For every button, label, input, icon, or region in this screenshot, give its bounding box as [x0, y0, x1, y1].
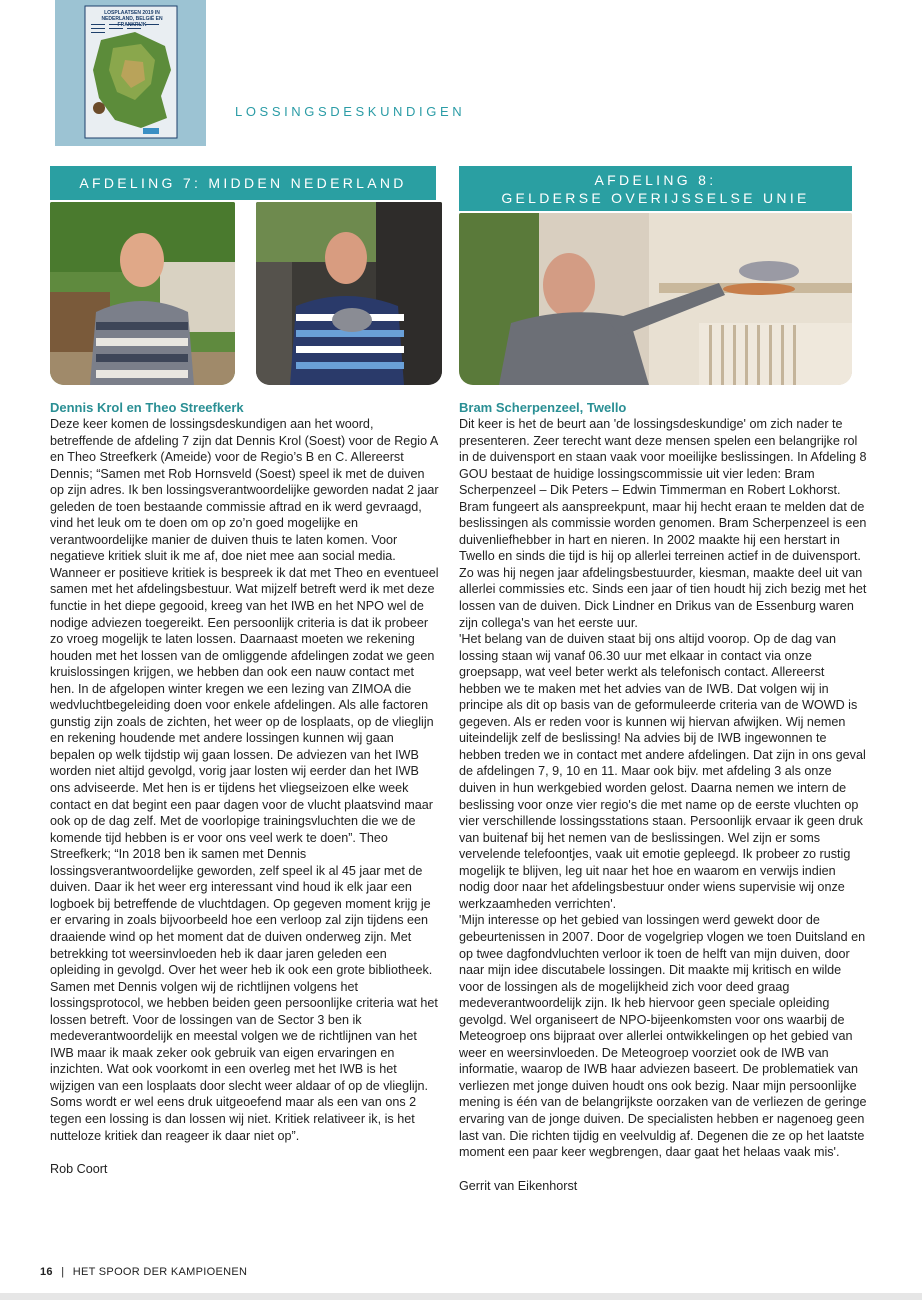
article-afdeling-7 — [50, 399, 440, 1178]
map-title: LOSPLAATSEN 2019 IN NEDERLAND, BELGIË EN FRANKRIJK — [101, 10, 163, 28]
banner-afdeling-7-text: AFDELING 7: MIDDEN NEDERLAND — [79, 175, 407, 191]
article-afdeling-8-author: Gerrit van Eikenhorst — [459, 1178, 578, 1193]
section-kicker: LOSSINGSDESKUNDIGEN — [235, 104, 466, 119]
photo-dennis-krol — [50, 202, 235, 385]
page-number: 16 — [40, 1266, 53, 1278]
banner-afdeling-7 — [50, 166, 436, 200]
page-footer — [40, 1266, 247, 1278]
article-afdeling-8-heading: Bram Scherpenzeel, Twello — [459, 400, 627, 415]
article-afdeling-8-paragraph: 'Het belang van de duiven staat bij ons altijd voorop. Op de dag van lossing staan wij vanaf 06.30 uur met elkaar in contact via onze groepsapp, wat veel beter werkt als telefonisch contact. Allereerst hebben we te maken met het advies van de IWB. Dat volgen wij in principe als dit op basis van de geformuleerde criteria van de WOWD is gegeven. Als er reden voor is kunnen wij hiervan afwijken. Wij nemen uiteindelijk zelf de beslissing! Na advies bij de IWB ingewonnen te hebben treden we in contact met andere afdelingen. Dat zijn in ons geval de afdelingen 7, 9, 10 en 11. Maar ook bijv. met afdeling 3 als onze duiven in hun werkgebied worden gelost. Daarna nemen we intern de beslissing voor onze vier regio's die met name op de eerste vluchten op vier verschillende lossingsstations staan. Persoonlijk ervaar ik geen druk van buitenaf bij het nemen van de beslissingen. Wel zijn er soms vervelende telefoontjes, vaak uit emotie gepleegd. Ik probeer zo rustig mogelijk te blijven, leg uit naar het hoe en waarom en verwijs indien nodig door naar het afdelingsbestuur onder wiens supervisie wij onze werkzaamheden verrichten'. — [459, 632, 866, 911]
article-afdeling-8-paragraph: 'Mijn interesse op het gebied van lossingen werd gewekt door de gebeurtenissen in 2007. Door de vogelgriep vlogen we toen Duitsland en op twee dagfondvluchten verloor ik toen de helft van mijn duiven, door naar mijn idee discutabele lossingen. Dit maakte mij kritisch en wilde voor de lossingen als de mogelijkheid zich voor deed graag medeverantwoordelijk zijn. Ik heb hiervoor geen speciale opleiding gevolgd. Wel organiseert de NPO-bijeenkomsten voor ons waarbij de Meteogroep ons bijpraat over allerlei ontwikkelingen op het gebied van weer en weersinvloeden. De Meteogroep voorziet ook de IWB van informatie, waarop de IWB haar adviezen baseert. De problematiek van verliezen met jonge duiven houdt ons ook bezig. Naar mijn persoonlijke mening is één van de belangrijkste oorzaken van de verliezen de geringe ervaring van de jonge duiven. De specialisten hebben er nagenoeg geen last van. Die richten tijdig en veelvuldig af. Degenen die ze op het laatste moment een paar keer wegbrengen, daar gaat het helaas vaak mis'. — [459, 913, 867, 1160]
photo-theo-streefkerk — [256, 202, 442, 385]
bottom-bar — [0, 1293, 922, 1300]
article-afdeling-8-paragraph: Dit keer is het de beurt aan 'de lossingsdeskundige' om zich nader te presenteren. Zeer terecht want deze mensen spelen een belangrijke rol in de duivensport en staan vaak voor moeilijke beslissingen. In Afdeling 8 GOU bestaat de huidige lossingscommissie uit vier leden: Bram Scherpenzeel – Dik Peters – Edwin Timmerman en Robert Lokhorst. Bram fungeert als aanspreekpunt, maar hij hecht eraan te melden dat de beslissingen als commissie worden genomen. Bram Scherpenzeel is een duivenliefhebber in hart en nieren. In 2002 maakte hij een herstart in Twello en sinds die tijd is hij op allerlei terreinen actief in de duivensport. Zo was hij negen jaar afdelingsbestuurder, kiesman, maakte deel uit van allerlei commissies etc. Sinds een jaar of tien houdt hij zich bezig met het lossen van de duiven. Dick Lindner en Drikus van de Essenburg waren zijn collega's van het eerste uur. — [459, 417, 867, 630]
footer-separator: | — [61, 1266, 65, 1278]
article-afdeling-7-heading: Dennis Krol en Theo Streefkerk — [50, 400, 244, 415]
map-thumbnail — [55, 0, 206, 146]
banner-afdeling-8-line2: GELDERSE OVERIJSSELSE UNIE — [501, 190, 810, 206]
banner-afdeling-8-line1: AFDELING 8: — [594, 172, 717, 188]
magazine-name: HET SPOOR DER KAMPIOENEN — [72, 1266, 248, 1278]
article-afdeling-7-author: Rob Coort — [50, 1162, 108, 1177]
article-afdeling-8 — [459, 399, 869, 1194]
article-afdeling-7-body: Deze keer komen de lossingsdeskundigen aan het woord, betreffende de afdeling 7 zijn dat Dennis Krol (Soest) voor de Regio A en Theo Streefkerk (Ameide) voor de Regio’s B en C. Allereerst Dennis; “Samen met Rob Hornsveld (Soest) speel ik met de duiven op zijn adres. Ik ben lossingsverantwoordelijke geworden nadat 2 jaar geleden de toen bestaande commissie aftrad en ik werd gevraagd, vind het leuk om te doen om op zo’n goed mogelijke en verantwoordelijke manier de duiven thuis te laten komen. Voor negatieve kritiek sluit ik me af, doe niet mee aan social media. Wanneer er positieve kritiek is bespreek ik dat met Theo en eventueel samen met het afdelingsbestuur. Wat mijzelf betreft werd ik met deze functie in het diepe gegooid, kreeg van het IWB en het NPO wel de nodige adviezen toegereikt. Een persoonlijk criteria is dat ik probeer zo vroeg mogelijk te laten lossen. Daarnaast moeten we rekening houden met het lossen van de omliggende afdelingen zodat we geen kruislossingen krijgen, we hebben dan ook een nauw contact met hen. In de afgelopen winter kregen we een lezing van ZIMOA die wedvluchtbegeleiding doen voor enkele afdelingen. Als alle factoren gunstig zijn zoals de zichten, het weer op de losplaats, op de vlieglijn en rekening houdende met andere lossingen kunnen wij gaan bepalen op welk tijdstip wij gaan lossen. De adviezen van het IWB worden niet altijd gevolgd, vorig jaar losten wij eerder dan het IWB ons adviseerde. Met hen is er tijdens het vliegseizoen elke week contact en dat begint een paar dagen voor de vlucht plaatsvind maar ook op de dag zelf. Met de voorlopige trainingsvluchten die we de komende tijd hebben is er voor ons veel werk te doen”. Theo Streefkerk; “In 2018 ben ik samen met Dennis lossingsverantwoordelijke geworden, zelf speel ik al 45 jaar met de duiven. Daar ik het weer erg interessant vind houd ik elk jaar een logboek bij betreffende de vluchtdagen. Op gegeven moment krijg je er ervaring in zoals bijvoorbeeld hoe een verloop zal zijn tijdens een draaiende wind op het moment dat de duiven onderweg zijn. Met betrekking tot weersinvloeden heb ik daar jaren geleden een opleiding in gevolgd. Over het weer heb ik ook een grote bibliotheek. Samen met Dennis volgen wij de richtlijnen volgens het lossingsprotocol, we hebben beiden geen persoonlijke criteria wat het lossen betreft. Voor de lossingen van de Sector 3 ben ik medeverantwoordelijk en meestal volgen we de richtlijnen van het IWB maar ik maak zeker ook gebruik van eigen ervaringen en inzichten. Wat ook voorkomt in een overleg met het IWB is het wijzigen van een losplaats door slecht weer aldaar of op de vlieglijn. Soms wordt er wel eens druk uitgeoefend maar als een van ons 2 tegen een lossing is dan lossen wij niet. Kritiek relativeer ik, is het nutteloze kritiek dan reageer ik daar niet op”. — [50, 417, 439, 1143]
banner-afdeling-8 — [459, 166, 852, 211]
photo-bram-scherpenzeel — [459, 213, 852, 385]
